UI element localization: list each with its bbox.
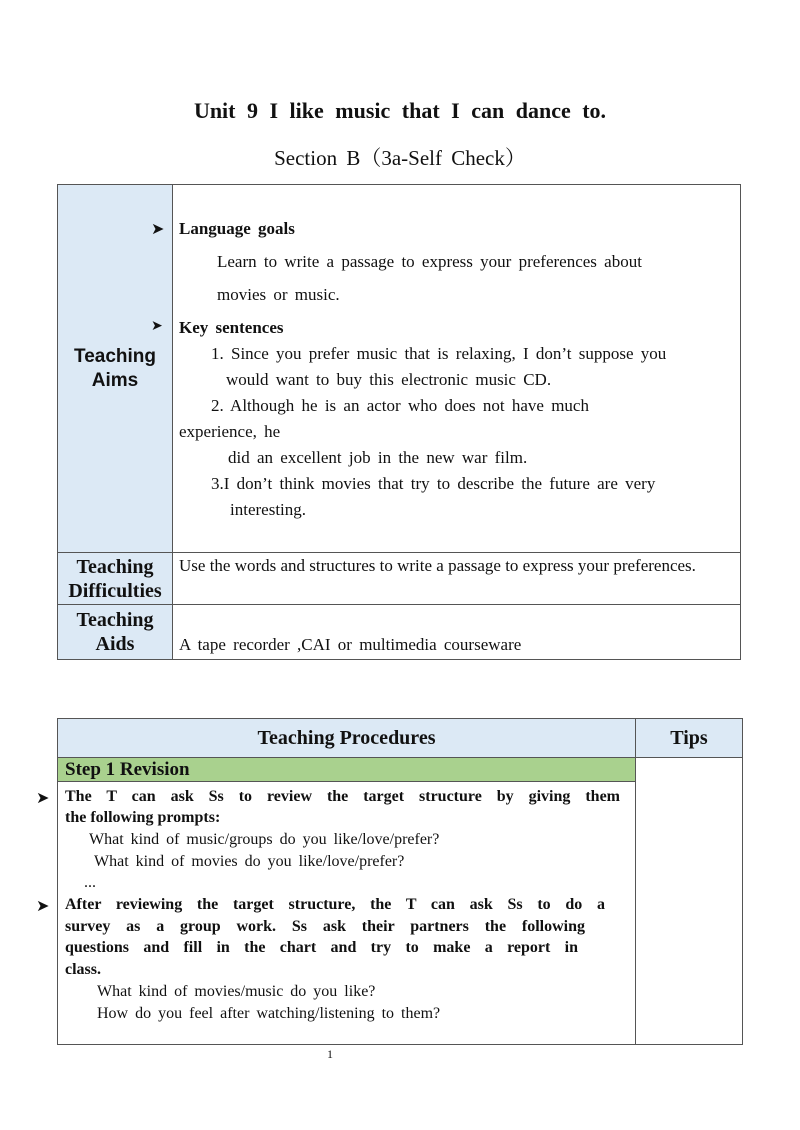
- teaching-aids-content: A tape recorder ,CAI or multimedia courseware: [173, 605, 741, 660]
- arrowhead-bullet-icon: ➤: [36, 896, 50, 915]
- key-sentence: would want to buy this electronic music CD.: [226, 370, 552, 389]
- procedure-text: the following prompts:: [65, 809, 221, 826]
- teaching-aims-content: [151, 185, 741, 553]
- procedure-text: The T can ask Ss to review the target structure by giving them: [65, 788, 620, 805]
- difficulties-row: [58, 553, 741, 605]
- key-sentence: 1. Since you prefer music that is relaxing, I don’t suppose you: [211, 344, 667, 363]
- survey-question: How do you feel after watching/listening to them?: [97, 1005, 441, 1022]
- step1-content: [36, 782, 636, 1045]
- key-sentences-heading: Key sentences: [179, 318, 284, 337]
- language-goals-heading: Language goals: [179, 219, 295, 238]
- teaching-aids-label: [58, 605, 173, 660]
- teaching-info-table: [57, 184, 741, 660]
- procedures-header-row: [58, 719, 743, 758]
- teaching-difficulties-label-line2: Difficulties: [68, 579, 162, 602]
- teaching-procedures-table: [36, 718, 743, 1045]
- key-sentence: did an excellent job in the new war film.: [228, 448, 528, 467]
- tips-content: [636, 758, 743, 1045]
- page-number: 1: [327, 1047, 333, 1061]
- language-goals-line: Learn to write a passage to express your preferences about: [217, 252, 642, 271]
- key-sentence: interesting.: [230, 500, 307, 519]
- teaching-difficulties-label: [58, 553, 173, 605]
- teaching-difficulties-content: Use the words and structures to write a passage to express your preferences.: [173, 553, 741, 605]
- arrowhead-bullet-icon: ➤: [151, 318, 163, 334]
- prompt-question: What kind of music/groups do you like/love/prefer?: [89, 831, 440, 848]
- teaching-difficulties-label-line1: Teaching: [76, 555, 154, 578]
- key-sentence: 2. Although he is an actor who does not have much: [211, 396, 589, 415]
- procedure-text: survey as a group work. Ss ask their partners the following: [65, 918, 585, 935]
- arrowhead-bullet-icon: ➤: [36, 788, 50, 807]
- aims-row: [58, 185, 741, 553]
- procedure-text: class.: [65, 961, 101, 978]
- procedure-text: After reviewing the target structure, the T can ask Ss to do a: [65, 896, 605, 913]
- key-sentence: 3.I don’t think movies that try to describe the future are very: [211, 474, 656, 493]
- prompt-ellipsis: ...: [84, 874, 96, 891]
- procedure-text: questions and fill in the chart and try to make a report in: [65, 939, 578, 956]
- key-sentence: experience, he: [179, 422, 281, 441]
- teaching-aids-label-line2: Aids: [95, 633, 135, 655]
- procedures-header: Teaching Procedures: [58, 719, 636, 758]
- teaching-aids-label-line1: Teaching: [76, 609, 154, 631]
- prompt-question: What kind of movies do you like/love/prefer?: [94, 853, 405, 870]
- teaching-aims-label-line2: Aims: [91, 369, 139, 391]
- arrowhead-bullet-icon: ➤: [151, 219, 165, 238]
- document-subtitle: Section B（3a-Self Check）: [274, 146, 526, 170]
- teaching-aims-label: [58, 185, 173, 553]
- teaching-aims-label-line1: Teaching: [74, 345, 156, 367]
- step-title-row: [58, 758, 743, 782]
- language-goals-line: movies or music.: [217, 285, 340, 304]
- tips-header: Tips: [636, 719, 743, 758]
- document-title: Unit 9 I like music that I can dance to.: [193, 98, 607, 123]
- aids-row: [58, 605, 741, 660]
- step1-title: Step 1 Revision: [58, 758, 636, 782]
- survey-question: What kind of movies/music do you like?: [97, 983, 376, 1000]
